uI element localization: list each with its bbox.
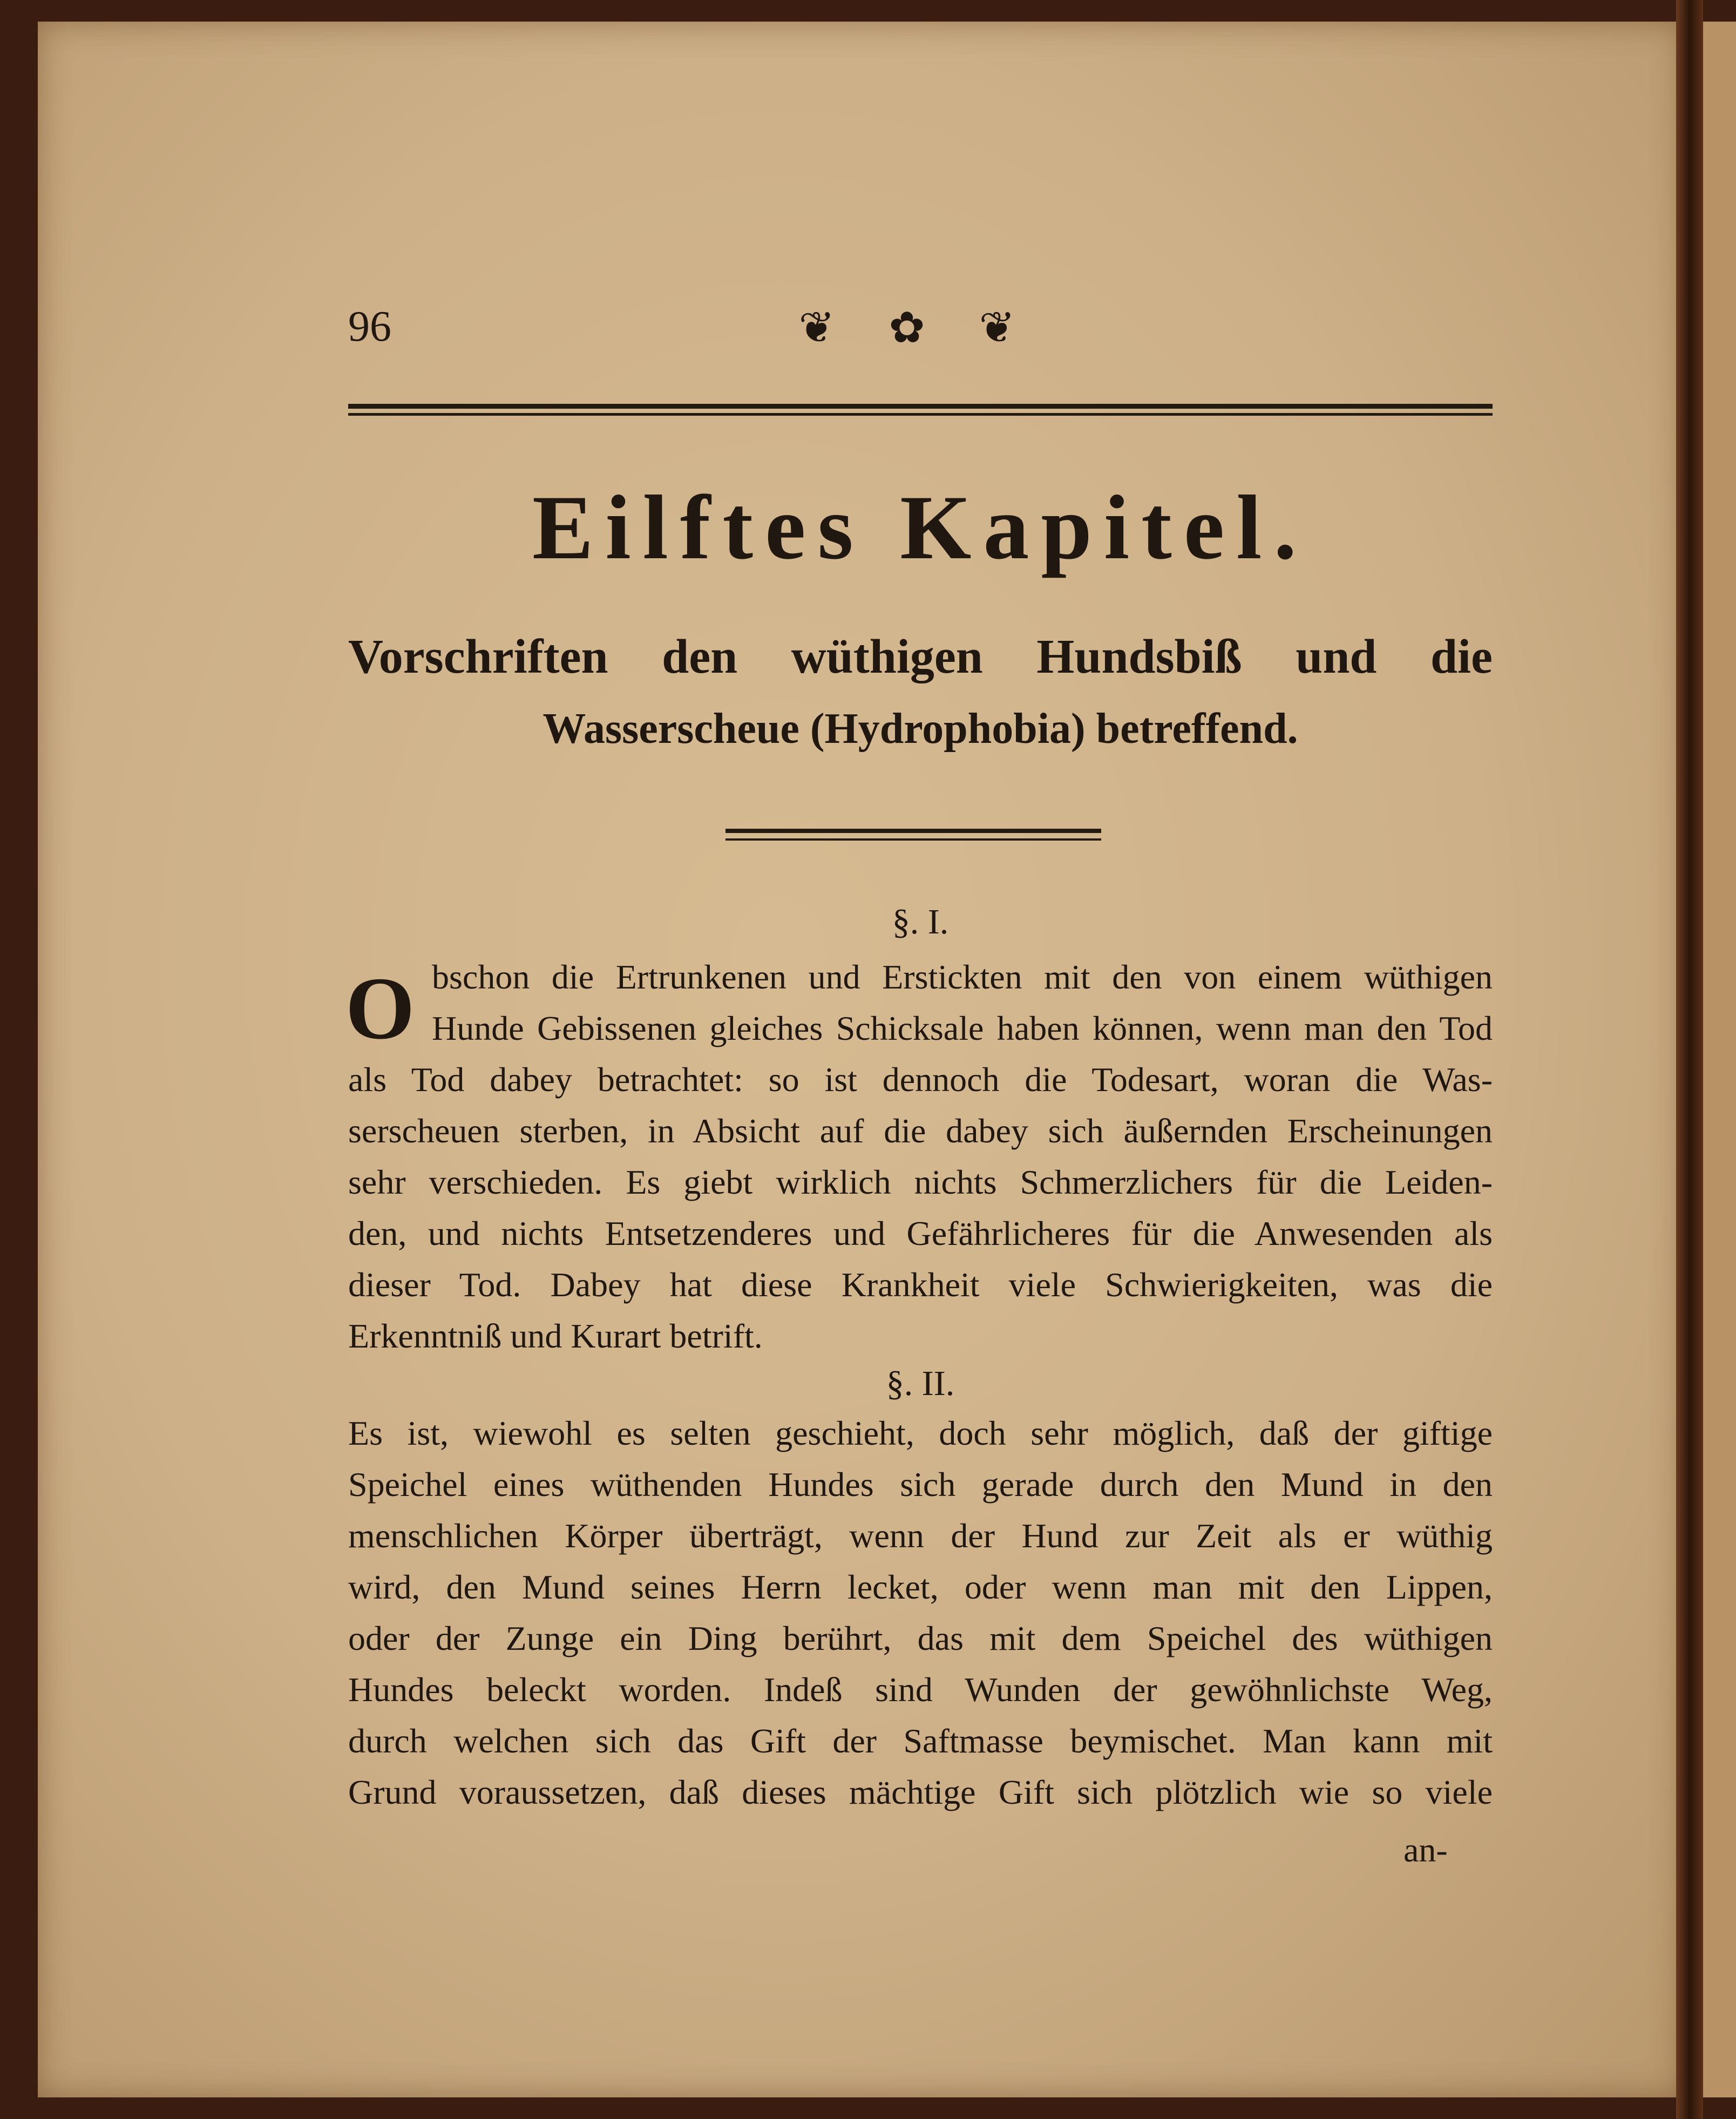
page-number: 96	[348, 303, 391, 350]
header-ornament-icon: ❦ ✿ ❦	[798, 304, 1037, 352]
text-line: wird, den Mund seines Herrn lecket, oder wenn man mit den Lippen,	[348, 1568, 1493, 1606]
text-line: Speichel eines wüthenden Hundes sich gerade durch den Mund in den	[348, 1465, 1493, 1504]
header-rule	[348, 404, 1493, 416]
text-line: bschon die Ertrunkenen und Erstickten mit den von einem wüthigen	[432, 958, 1493, 996]
catchword: an-	[1403, 1831, 1448, 1869]
drop-cap: O	[345, 959, 415, 1058]
section-heading-2: §. II.	[886, 1364, 955, 1403]
section-divider-rule	[725, 829, 1101, 841]
text-line: dieser Tod. Dabey hat diese Krankheit viele Schwierigkeiten, was die	[348, 1265, 1493, 1304]
chapter-title: Eilftes Kapitel.	[532, 477, 1308, 578]
chapter-subtitle-line-1: Vorschriften den wüthigen Hundsbiß und die	[348, 630, 1493, 683]
text-line: Hundes beleckt worden. Indeß sind Wunden der gewöhnlichste Weg,	[348, 1670, 1493, 1709]
text-line: durch welchen sich das Gift der Saftmasse beymischet. Man kann mit	[348, 1722, 1493, 1760]
text-line: sehr verschieden. Es giebt wirklich nichts Schmerzlichers für die Leiden-	[348, 1163, 1493, 1201]
text-line: Es ist, wiewohl es selten geschieht, doch sehr möglich, daß der giftige	[348, 1414, 1493, 1452]
text-line: Grund voraussetzen, daß dieses mächtige Gift sich plötzlich wie so viele	[348, 1773, 1493, 1811]
text-line: menschlichen Körper überträgt, wenn der Hund zur Zeit als er wüthig	[348, 1517, 1493, 1555]
text-line: als Tod dabey betrachtet: so ist dennoch die Todesart, woran die Was-	[348, 1060, 1493, 1099]
section-heading-1: §. I.	[892, 902, 949, 942]
text-line: oder der Zunge ein Ding berührt, das mit dem Speichel des wüthigen	[348, 1619, 1493, 1657]
facing-page-edge	[1703, 22, 1736, 2097]
chapter-subtitle-line-2: Wasserscheue (Hydrophobia) betreffend.	[542, 705, 1298, 753]
text-line: Erkenntniß und Kurart betrift.	[348, 1317, 763, 1355]
book-spine	[1676, 0, 1703, 2119]
text-line: serscheuen sterben, in Absicht auf die dabey sich äußernden Erscheinungen	[348, 1112, 1493, 1150]
text-line: den, und nichts Entsetzenderes und Gefährlicheres für die Anwesenden als	[348, 1214, 1493, 1253]
text-line: Hunde Gebissenen gleiches Schicksale haben können, wenn man den Tod	[432, 1009, 1493, 1047]
